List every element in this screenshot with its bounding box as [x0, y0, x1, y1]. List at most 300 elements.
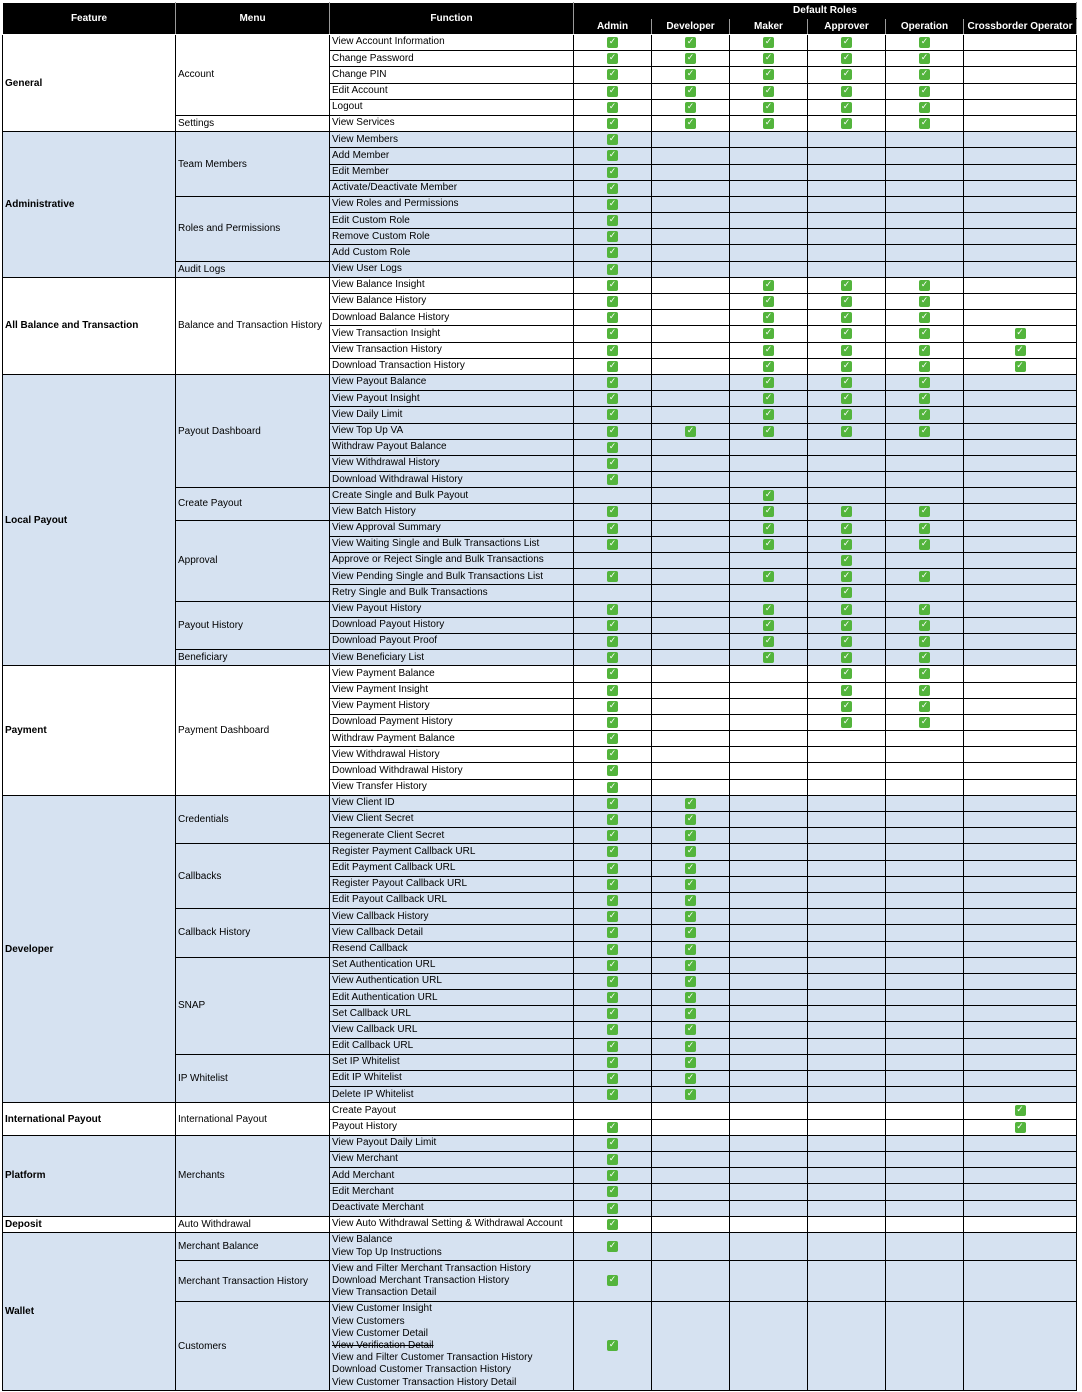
permission-cell-crossborder-operator	[964, 407, 1077, 423]
function-label: View Transaction History	[332, 344, 442, 356]
permission-cell-crossborder-operator	[964, 51, 1077, 67]
permission-cell-maker	[730, 132, 808, 148]
check-mark-icon: ✓	[842, 85, 851, 96]
menu-cell: Create Payout	[176, 488, 330, 520]
permission-cell-crossborder-operator	[964, 617, 1077, 633]
permission-cell-crossborder-operator	[964, 601, 1077, 617]
permission-cell-approver	[808, 536, 886, 552]
function-cell	[330, 229, 574, 245]
function-label: View Client ID	[332, 797, 395, 809]
check-mark-icon: ✓	[608, 457, 617, 468]
function-cell	[330, 310, 574, 326]
function-label: View Roles and Permissions	[332, 198, 459, 210]
function-label: View User Logs	[332, 263, 402, 275]
permission-cell-maker	[730, 747, 808, 763]
permission-cell-approver	[808, 99, 886, 115]
permission-cell-admin	[574, 374, 652, 390]
check-mark-icon: ✓	[764, 296, 773, 307]
check-mark-icon: ✓	[686, 69, 695, 80]
function-label: View Payment History	[332, 700, 430, 712]
menu-cell: Balance and Transaction History	[176, 277, 330, 374]
header-function: Function	[330, 3, 574, 35]
check-mark-icon: ✓	[608, 862, 617, 873]
check-mark-icon: ✓	[686, 830, 695, 841]
permissions-table	[2, 2, 1077, 1391]
permission-cell-maker	[730, 1038, 808, 1054]
permission-cell-admin	[574, 747, 652, 763]
function-cell	[330, 601, 574, 617]
check-mark-icon: ✓	[764, 538, 773, 549]
permission-cell-crossborder-operator	[964, 1168, 1077, 1184]
permission-cell-developer	[652, 941, 730, 957]
function-label: View and Filter Merchant Transaction History	[332, 1262, 531, 1274]
check-mark-icon: ✓	[686, 927, 695, 938]
permission-cell-admin	[574, 488, 652, 504]
check-mark-icon: ✓	[764, 652, 773, 663]
permission-cell-maker	[730, 1261, 808, 1302]
function-label: View Balance Insight	[332, 279, 425, 291]
permission-cell-approver	[808, 1184, 886, 1200]
permission-cell-approver	[808, 909, 886, 925]
permission-cell-developer	[652, 682, 730, 698]
permission-cell-operation	[886, 601, 964, 617]
function-label: View Customers	[332, 1315, 405, 1327]
check-mark-icon: ✓	[920, 571, 929, 582]
permission-cell-operation	[886, 115, 964, 131]
check-mark-icon: ✓	[764, 635, 773, 646]
menu-cell: Settings	[176, 115, 330, 131]
permission-cell-operation	[886, 633, 964, 649]
permission-cell-admin	[574, 83, 652, 99]
permission-cell-approver	[808, 1151, 886, 1167]
check-mark-icon: ✓	[842, 409, 851, 420]
permission-cell-maker	[730, 229, 808, 245]
permission-cell-developer	[652, 1261, 730, 1302]
permission-cell-approver	[808, 553, 886, 569]
check-mark-icon: ✓	[608, 911, 617, 922]
table-row	[3, 1135, 1077, 1151]
permission-cell-admin	[574, 779, 652, 795]
function-cell	[330, 520, 574, 536]
permission-cell-approver	[808, 569, 886, 585]
permission-cell-crossborder-operator	[964, 569, 1077, 585]
check-mark-icon: ✓	[608, 1153, 617, 1164]
check-mark-icon: ✓	[764, 571, 773, 582]
function-label: Set IP Whitelist	[332, 1056, 400, 1068]
function-label: View Merchant	[332, 1153, 398, 1165]
feature-cell: International Payout	[3, 1103, 176, 1135]
function-cell	[330, 957, 574, 973]
permission-cell-admin	[574, 1054, 652, 1070]
permission-cell-maker	[730, 633, 808, 649]
permission-cell-maker	[730, 1200, 808, 1216]
function-cell	[330, 213, 574, 229]
permission-cell-approver	[808, 132, 886, 148]
permission-cell-developer	[652, 569, 730, 585]
function-label: View Customer Transaction History Detail	[332, 1376, 517, 1388]
check-mark-icon: ✓	[686, 862, 695, 873]
permission-cell-crossborder-operator	[964, 779, 1077, 795]
check-mark-icon: ✓	[608, 603, 617, 614]
permission-cell-approver	[808, 779, 886, 795]
function-cell	[330, 1022, 574, 1038]
table-row	[3, 1216, 1077, 1232]
function-cell	[330, 245, 574, 261]
check-mark-icon: ✓	[842, 328, 851, 339]
menu-cell: Audit Logs	[176, 261, 330, 277]
permission-cell-developer	[652, 1200, 730, 1216]
permission-cell-approver	[808, 229, 886, 245]
check-mark-icon: ✓	[920, 506, 929, 517]
permission-cell-developer	[652, 1135, 730, 1151]
permission-cell-maker	[730, 650, 808, 666]
function-label: Edit Merchant	[332, 1185, 394, 1197]
function-cell	[330, 504, 574, 520]
permission-cell-developer	[652, 892, 730, 908]
permission-cell-operation	[886, 973, 964, 989]
function-label: View Top Up VA	[332, 424, 404, 436]
permission-cell-admin	[574, 925, 652, 941]
menu-cell: Callback History	[176, 909, 330, 958]
permission-cell-developer	[652, 67, 730, 83]
permission-cell-operation	[886, 407, 964, 423]
permission-cell-developer	[652, 860, 730, 876]
permission-cell-operation	[886, 1232, 964, 1260]
permission-cell-crossborder-operator	[964, 115, 1077, 131]
check-mark-icon: ✓	[608, 53, 617, 64]
check-mark-icon: ✓	[842, 635, 851, 646]
permission-cell-maker	[730, 892, 808, 908]
function-cell	[330, 132, 574, 148]
function-label: View Transaction Detail	[332, 1287, 437, 1299]
permission-cell-operation	[886, 1103, 964, 1119]
permission-cell-maker	[730, 1071, 808, 1087]
permission-cell-admin	[574, 180, 652, 196]
permission-cell-maker	[730, 682, 808, 698]
function-label: Add Custom Role	[332, 246, 411, 258]
function-cell	[330, 1301, 574, 1390]
permission-cell-operation	[886, 310, 964, 326]
permission-cell-admin	[574, 439, 652, 455]
permission-cell-crossborder-operator	[964, 148, 1077, 164]
check-mark-icon: ✓	[608, 1040, 617, 1051]
check-mark-icon: ✓	[920, 101, 929, 112]
permission-cell-developer	[652, 1071, 730, 1087]
permission-cell-admin	[574, 990, 652, 1006]
check-mark-icon: ✓	[842, 700, 851, 711]
header-role-crossborder-operator: Crossborder Operator	[964, 19, 1077, 35]
function-label: Download Withdrawal History	[332, 764, 463, 776]
function-label: Download Payment History	[332, 716, 453, 728]
permission-cell-admin	[574, 277, 652, 293]
permission-cell-admin	[574, 569, 652, 585]
permission-cell-crossborder-operator	[964, 585, 1077, 601]
check-mark-icon: ✓	[608, 797, 617, 808]
function-label: Remove Custom Role	[332, 230, 430, 242]
permission-cell-maker	[730, 196, 808, 212]
permission-cell-operation	[886, 148, 964, 164]
permission-cell-operation	[886, 472, 964, 488]
function-label: Edit Account	[332, 85, 388, 97]
permission-cell-maker	[730, 277, 808, 293]
feature-cell: Deposit	[3, 1216, 176, 1232]
function-label: Download Balance History	[332, 311, 450, 323]
check-mark-icon: ✓	[608, 247, 617, 258]
permission-cell-developer	[652, 374, 730, 390]
function-cell	[330, 666, 574, 682]
permission-cell-operation	[886, 196, 964, 212]
permission-cell-approver	[808, 860, 886, 876]
check-mark-icon: ✓	[608, 1202, 617, 1213]
check-mark-icon: ✓	[608, 619, 617, 630]
function-label: View Beneficiary List	[332, 651, 425, 663]
function-cell	[330, 1200, 574, 1216]
function-label: View Balance History	[332, 295, 427, 307]
permission-cell-crossborder-operator	[964, 342, 1077, 358]
permission-cell-approver	[808, 310, 886, 326]
permission-cell-developer	[652, 990, 730, 1006]
function-label: View Waiting Single and Bulk Transactions List	[332, 538, 540, 550]
permission-cell-admin	[574, 504, 652, 520]
permission-cell-crossborder-operator	[964, 1184, 1077, 1200]
permission-cell-admin	[574, 1006, 652, 1022]
permission-cell-admin	[574, 795, 652, 811]
permission-cell-admin	[574, 666, 652, 682]
check-mark-icon: ✓	[764, 522, 773, 533]
function-label: View Members	[332, 133, 398, 145]
permission-cell-approver	[808, 698, 886, 714]
permission-cell-approver	[808, 1103, 886, 1119]
permission-cell-approver	[808, 844, 886, 860]
function-label: Retry Single and Bulk Transactions	[332, 586, 488, 598]
function-cell	[330, 1119, 574, 1135]
permission-cell-operation	[886, 455, 964, 471]
function-cell	[330, 472, 574, 488]
check-mark-icon: ✓	[608, 781, 617, 792]
permission-cell-crossborder-operator	[964, 828, 1077, 844]
check-mark-icon: ✓	[842, 117, 851, 128]
permission-cell-developer	[652, 1216, 730, 1232]
check-mark-icon: ✓	[842, 101, 851, 112]
function-cell	[330, 1071, 574, 1087]
function-cell	[330, 714, 574, 730]
check-mark-icon: ✓	[608, 1275, 617, 1286]
check-mark-icon: ✓	[1016, 360, 1024, 371]
permission-cell-admin	[574, 1301, 652, 1390]
permission-cell-admin	[574, 1038, 652, 1054]
function-label: View Payout Balance	[332, 376, 427, 388]
permission-cell-admin	[574, 520, 652, 536]
check-mark-icon: ✓	[764, 53, 773, 64]
check-mark-icon: ✓	[608, 263, 617, 274]
permission-cell-crossborder-operator	[964, 67, 1077, 83]
function-label: Withdraw Payment Balance	[332, 732, 455, 744]
permission-cell-admin	[574, 99, 652, 115]
permission-cell-approver	[808, 731, 886, 747]
permission-cell-admin	[574, 1071, 652, 1087]
permission-cell-developer	[652, 472, 730, 488]
check-mark-icon: ✓	[842, 619, 851, 630]
check-mark-icon: ✓	[686, 959, 695, 970]
function-cell	[330, 973, 574, 989]
permission-cell-operation	[886, 83, 964, 99]
check-mark-icon: ✓	[608, 1186, 617, 1197]
check-mark-icon: ✓	[1016, 1105, 1024, 1116]
function-cell	[330, 391, 574, 407]
function-label: View and Filter Customer Transaction History	[332, 1352, 533, 1364]
permission-cell-approver	[808, 1119, 886, 1135]
check-mark-icon: ✓	[608, 814, 617, 825]
function-cell	[330, 455, 574, 471]
permission-cell-operation	[886, 35, 964, 51]
permission-cell-operation	[886, 1301, 964, 1390]
function-cell	[330, 374, 574, 390]
permission-cell-maker	[730, 35, 808, 51]
permission-cell-crossborder-operator	[964, 536, 1077, 552]
permission-cell-crossborder-operator	[964, 876, 1077, 892]
function-label: Edit Custom Role	[332, 214, 410, 226]
check-mark-icon: ✓	[608, 1241, 617, 1251]
function-cell	[330, 294, 574, 310]
function-label: Set Callback URL	[332, 1007, 411, 1019]
permission-cell-maker	[730, 358, 808, 374]
permission-cell-admin	[574, 682, 652, 698]
check-mark-icon: ✓	[1016, 1121, 1024, 1132]
permission-cell-operation	[886, 1151, 964, 1167]
check-mark-icon: ✓	[686, 1089, 695, 1100]
function-label: Delete IP Whitelist	[332, 1088, 414, 1100]
function-cell	[330, 812, 574, 828]
feature-cell: Wallet	[3, 1232, 176, 1390]
permission-cell-admin	[574, 1103, 652, 1119]
permission-cell-admin	[574, 1135, 652, 1151]
function-label: View Pending Single and Bulk Transactions List	[332, 570, 544, 582]
check-mark-icon: ✓	[842, 652, 851, 663]
function-cell	[330, 763, 574, 779]
permission-cell-maker	[730, 488, 808, 504]
function-label: View Withdrawal History	[332, 748, 440, 760]
permission-cell-crossborder-operator	[964, 1232, 1077, 1260]
permission-cell-operation	[886, 650, 964, 666]
function-label: Edit Payout Callback URL	[332, 894, 448, 906]
permission-cell-crossborder-operator	[964, 682, 1077, 698]
check-mark-icon: ✓	[920, 409, 929, 420]
check-mark-icon: ✓	[686, 975, 695, 986]
function-cell	[330, 925, 574, 941]
function-cell	[330, 698, 574, 714]
permission-cell-operation	[886, 844, 964, 860]
permission-cell-approver	[808, 326, 886, 342]
permission-cell-admin	[574, 472, 652, 488]
permission-cell-approver	[808, 763, 886, 779]
permission-cell-operation	[886, 391, 964, 407]
permission-cell-developer	[652, 763, 730, 779]
permission-cell-admin	[574, 1119, 652, 1135]
permission-cell-maker	[730, 1216, 808, 1232]
permission-cell-approver	[808, 1261, 886, 1302]
permission-cell-admin	[574, 358, 652, 374]
function-label: View Balance	[332, 1234, 393, 1246]
check-mark-icon: ✓	[608, 571, 617, 582]
permission-cell-approver	[808, 294, 886, 310]
check-mark-icon: ✓	[764, 312, 773, 323]
function-label: Logout	[332, 101, 363, 113]
check-mark-icon: ✓	[920, 85, 929, 96]
permission-cell-crossborder-operator	[964, 941, 1077, 957]
check-mark-icon: ✓	[920, 652, 929, 663]
permission-cell-developer	[652, 455, 730, 471]
check-mark-icon: ✓	[920, 328, 929, 339]
permission-cell-admin	[574, 601, 652, 617]
function-cell	[330, 1151, 574, 1167]
permission-cell-admin	[574, 1087, 652, 1103]
header-default-roles: Default Roles	[574, 3, 1077, 19]
permission-cell-approver	[808, 374, 886, 390]
check-mark-icon: ✓	[686, 911, 695, 922]
permission-cell-developer	[652, 1054, 730, 1070]
permission-cell-developer	[652, 617, 730, 633]
permission-cell-maker	[730, 909, 808, 925]
check-mark-icon: ✓	[920, 344, 929, 355]
permission-cell-developer	[652, 196, 730, 212]
permission-cell-crossborder-operator	[964, 1216, 1077, 1232]
permission-cell-approver	[808, 1071, 886, 1087]
permission-cell-approver	[808, 180, 886, 196]
permission-cell-admin	[574, 1200, 652, 1216]
check-mark-icon: ✓	[686, 101, 695, 112]
menu-cell: Payout Dashboard	[176, 374, 330, 487]
function-label: Regenerate Client Secret	[332, 829, 445, 841]
permission-cell-operation	[886, 585, 964, 601]
menu-cell: Beneficiary	[176, 650, 330, 666]
permission-cell-admin	[574, 310, 652, 326]
permission-cell-crossborder-operator	[964, 488, 1077, 504]
menu-cell: Account	[176, 35, 330, 116]
check-mark-icon: ✓	[920, 603, 929, 614]
permission-cell-admin	[574, 294, 652, 310]
permission-cell-approver	[808, 1022, 886, 1038]
check-mark-icon: ✓	[608, 393, 617, 404]
permission-cell-crossborder-operator	[964, 1071, 1077, 1087]
function-label: View Transaction Insight	[332, 327, 441, 339]
menu-cell: International Payout	[176, 1103, 330, 1135]
check-mark-icon: ✓	[608, 215, 617, 226]
function-label: Change Password	[332, 52, 414, 64]
permission-cell-developer	[652, 245, 730, 261]
permission-cell-crossborder-operator	[964, 504, 1077, 520]
permission-cell-developer	[652, 925, 730, 941]
menu-cell: Payment Dashboard	[176, 666, 330, 796]
permission-cell-maker	[730, 1022, 808, 1038]
check-mark-icon: ✓	[920, 279, 929, 290]
permission-cell-maker	[730, 763, 808, 779]
check-mark-icon: ✓	[920, 538, 929, 549]
permission-cell-developer	[652, 148, 730, 164]
function-cell	[330, 1168, 574, 1184]
function-cell	[330, 795, 574, 811]
permission-cell-maker	[730, 115, 808, 131]
check-mark-icon: ✓	[842, 296, 851, 307]
permission-cell-admin	[574, 132, 652, 148]
function-label: View Payment Insight	[332, 683, 428, 695]
permission-cell-admin	[574, 245, 652, 261]
permission-cell-approver	[808, 342, 886, 358]
permission-cell-operation	[886, 164, 964, 180]
function-cell	[330, 1103, 574, 1119]
permission-cell-operation	[886, 326, 964, 342]
permission-cell-operation	[886, 229, 964, 245]
permission-cell-admin	[574, 391, 652, 407]
